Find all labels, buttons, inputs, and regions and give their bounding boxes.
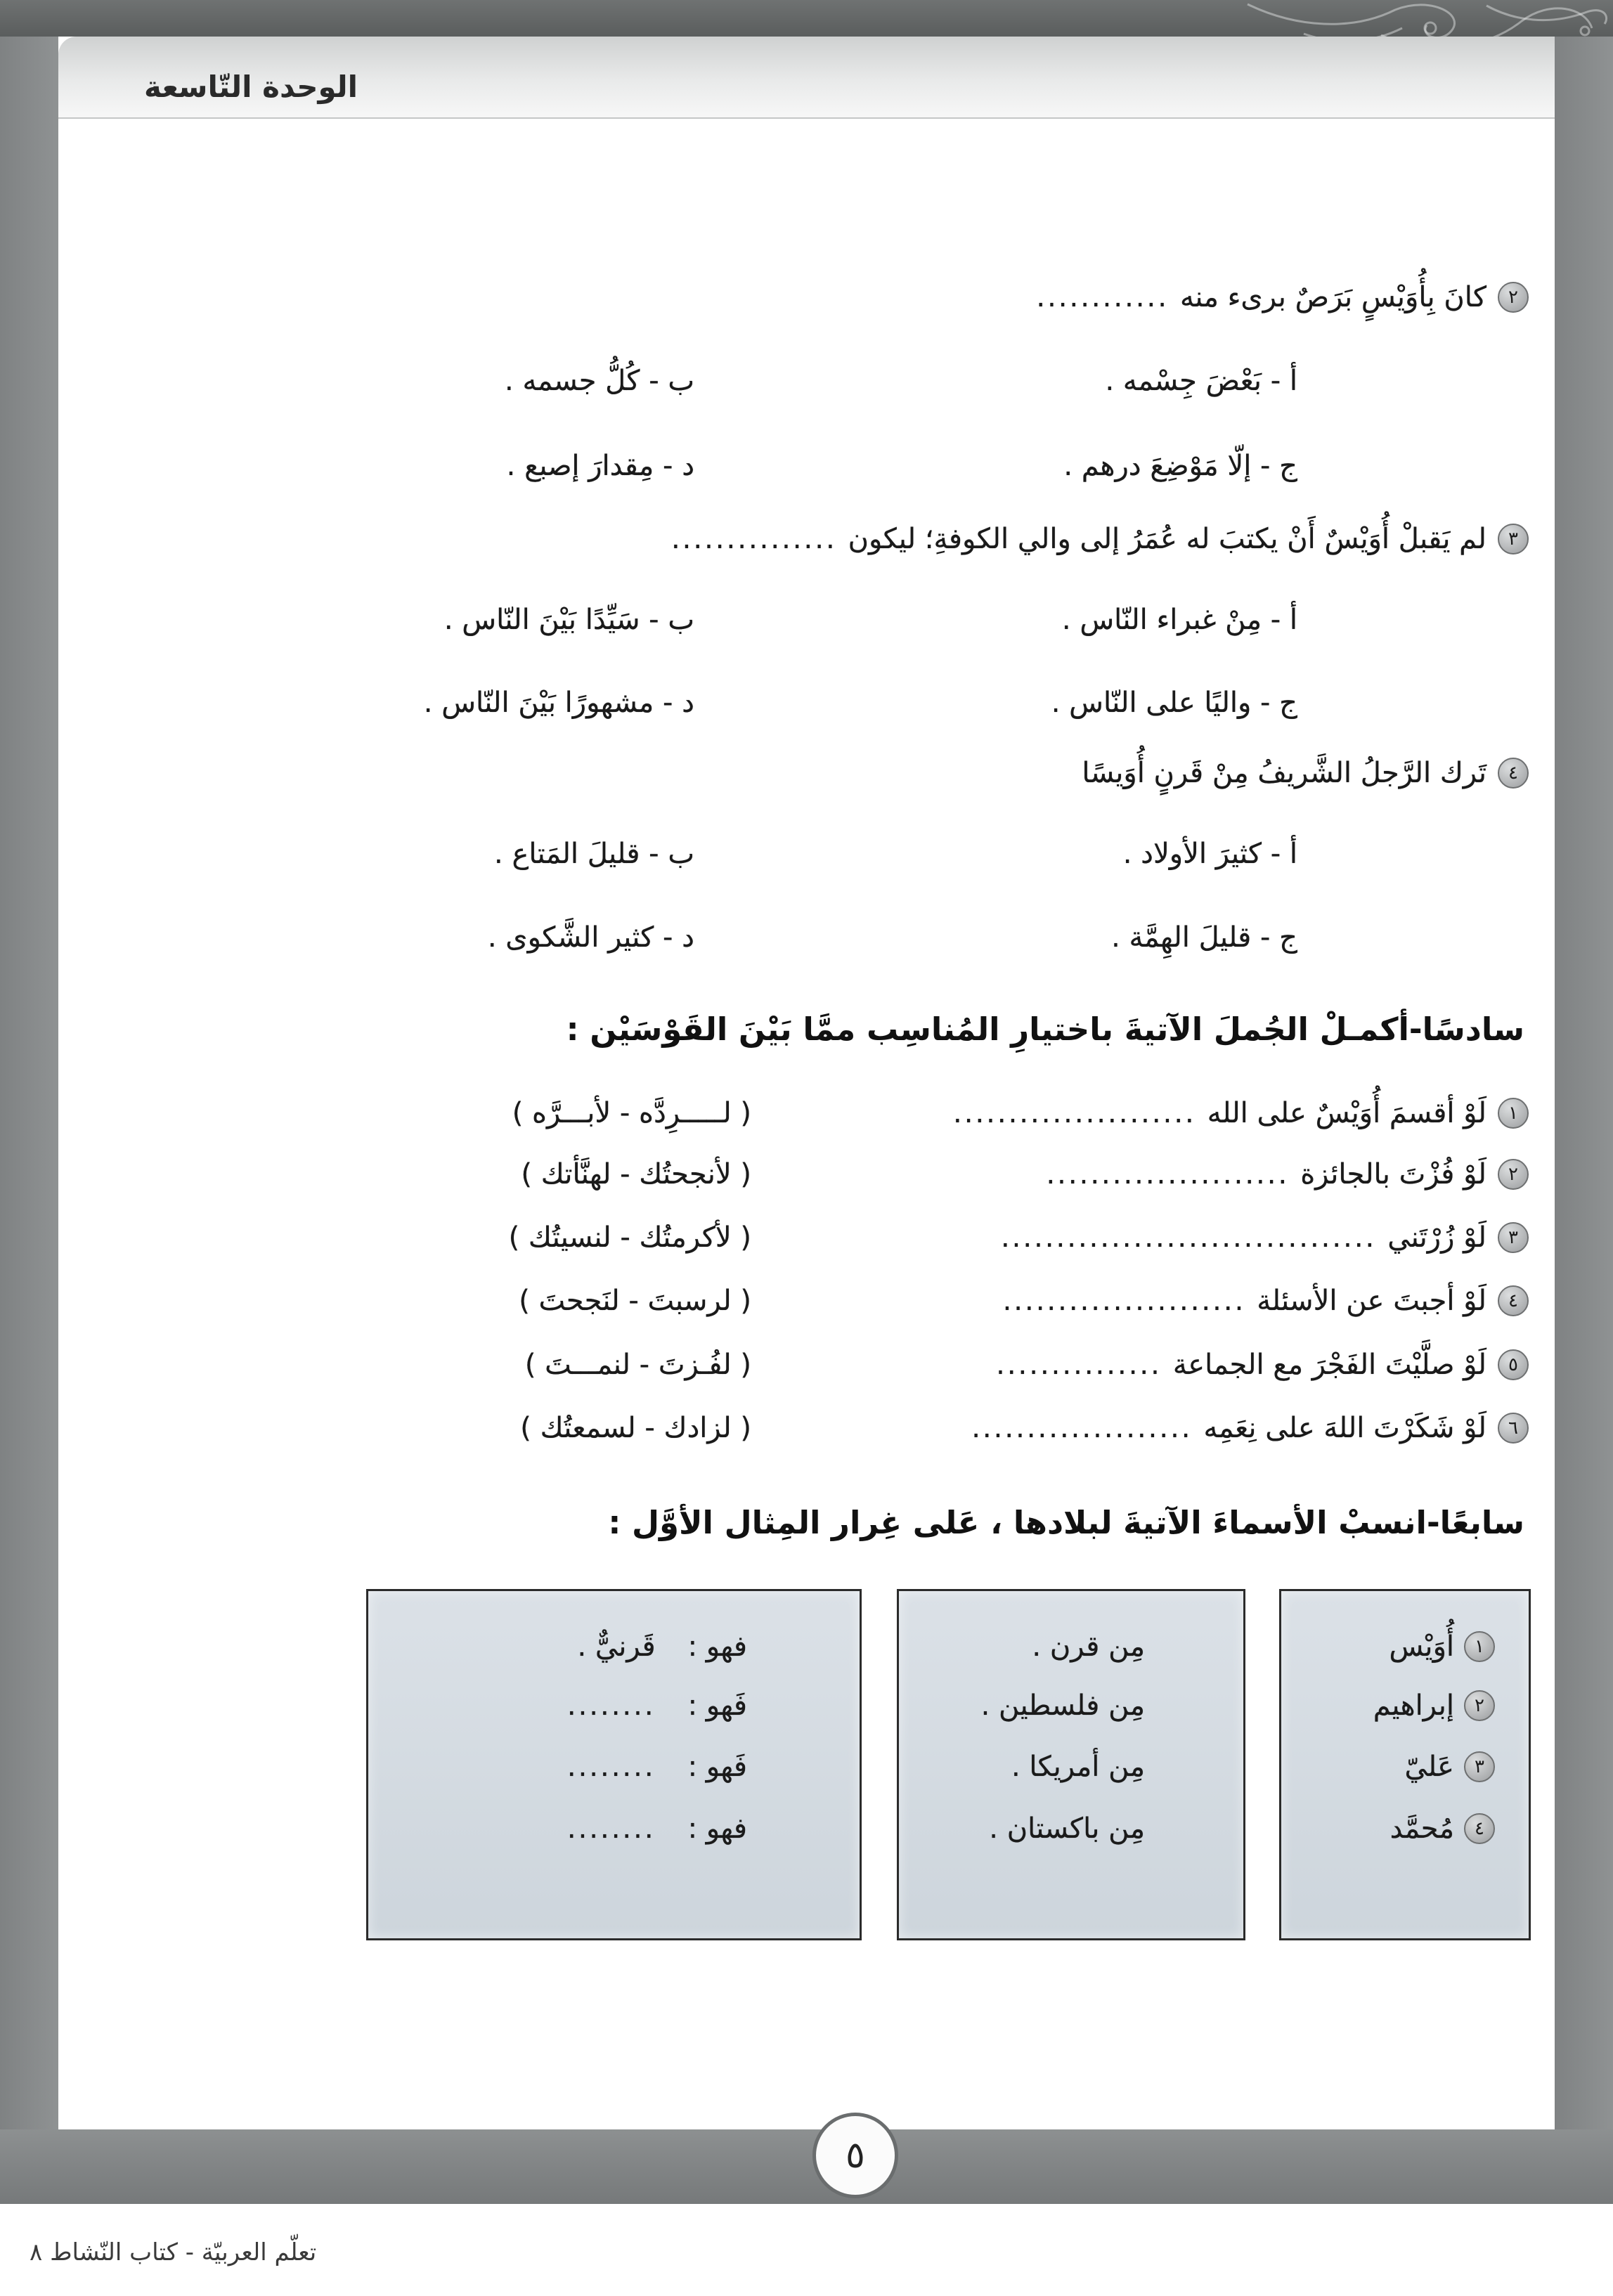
answer-blank: ............... xyxy=(996,1349,1162,1381)
answer-blank: .................... xyxy=(971,1412,1193,1444)
name-row xyxy=(1373,1687,1495,1725)
item-choices: ( لزادك - لسمعتُك ) xyxy=(520,1412,751,1444)
answer-blank: ...................... xyxy=(1046,1158,1290,1191)
item-prompt: لَوْ زُرْتَني xyxy=(1387,1221,1486,1254)
answer-row xyxy=(567,1687,747,1725)
answer-label: فهو : xyxy=(687,1630,747,1663)
answer-row xyxy=(567,1748,747,1786)
book-title-footer: تعلّم العربيّة - كتاب النّشاط ٨ xyxy=(30,2238,317,2266)
answer-blank: .................................. xyxy=(1000,1221,1377,1254)
option-d: د - مشهورًا بَيْنَ النّاس . xyxy=(423,687,694,719)
answer-blank: ........ xyxy=(566,1812,656,1845)
option-a: أ - مِنْ غبراء النّاس . xyxy=(1061,604,1297,636)
option-d: د - مِقدارَ إصبع . xyxy=(506,450,694,482)
option-b: ب - قليلَ المَتاع . xyxy=(494,838,694,870)
answers-box xyxy=(366,1589,862,1940)
item-choices: ( لأكرمتُك - لنسيتُك ) xyxy=(508,1221,751,1254)
person-name: أُوَيْس xyxy=(1389,1630,1454,1663)
answer-blank: ............... xyxy=(671,523,837,555)
answer-blank: ............ xyxy=(1036,281,1169,313)
question-text: كانَ بِأُوَيْسٍ بَرَصٌ برىء منه xyxy=(1179,281,1486,313)
item-number-badge: ٤ xyxy=(1498,1285,1529,1316)
option-a: أ - كثيرَ الأولاد . xyxy=(1122,838,1297,870)
item-choices: ( لرسبتَ - لنَجحتَ ) xyxy=(519,1285,751,1317)
person-name: إبراهيم xyxy=(1373,1689,1454,1722)
item-number-badge: ١ xyxy=(1498,1098,1529,1129)
name-number-badge: ٤ xyxy=(1464,1813,1495,1844)
answer-blank: ...................... xyxy=(1002,1285,1246,1317)
origin-row: مِن باكستان . xyxy=(989,1812,1145,1845)
section-7-title: سابعًا-انسبْ الأسماءَ الآتيةَ لبلادها ، عَلى غِرار المِثال الأوَّل : xyxy=(608,1504,1524,1541)
question-text: تَرك الرَّجلُ الشَّريفُ مِنْ قَرنٍ أُوَيسًا xyxy=(1082,757,1486,789)
option-c: ج - إلّا مَوْضِعَ درهم . xyxy=(1063,450,1297,482)
question-4 xyxy=(1082,754,1529,792)
item-choices: ( لفُـزتَ - لنمـــتَ ) xyxy=(524,1349,751,1381)
origin-row: مِن قرن . xyxy=(1032,1630,1145,1663)
question-number-badge: ٢ xyxy=(1498,282,1529,313)
name-number-badge: ١ xyxy=(1464,1631,1495,1662)
question-text: لم يَقبلْ أُوَيْسٌ أَنْ يكتبَ له عُمَرُ إلى والي الكوفةِ؛ ليكون xyxy=(848,523,1486,555)
item-prompt: لَوْ أجبتَ عن الأسئلة xyxy=(1257,1285,1486,1317)
item-number-badge: ٢ xyxy=(1498,1159,1529,1190)
page-number: ٥ xyxy=(812,2113,898,2198)
item-number-badge: ٥ xyxy=(1498,1349,1529,1380)
question-2 xyxy=(1036,278,1529,316)
origins-box xyxy=(897,1589,1245,1940)
item-prompt: لَوْ أقسمَ أُوَيْسٌ على الله xyxy=(1207,1097,1486,1129)
option-d: د - كثير الشَّكوى . xyxy=(487,921,694,954)
item-prompt: لَوْ شَكَرْتَ اللهَ على نِعَمِه xyxy=(1203,1412,1486,1444)
person-name: مُحمَّد xyxy=(1389,1812,1454,1845)
answer-label: فهو : xyxy=(687,1812,747,1845)
names-box xyxy=(1279,1589,1531,1940)
completion-item xyxy=(996,1346,1529,1384)
option-c: ج - واليًا على النّاس . xyxy=(1051,687,1297,719)
answer-blank: ...................... xyxy=(953,1097,1196,1129)
bottom-frame-band xyxy=(0,2129,1613,2204)
option-c: ج - قليلَ الهِمَّة . xyxy=(1111,921,1297,954)
unit-title: الوحدة التّاسعة xyxy=(144,70,358,104)
question-number-badge: ٣ xyxy=(1498,524,1529,554)
name-number-badge: ٢ xyxy=(1464,1690,1495,1721)
name-row xyxy=(1390,1810,1495,1848)
item-choices: ( لـــــرِدَّه - لأبـــرَّه ) xyxy=(512,1097,751,1129)
answer-row xyxy=(577,1628,747,1666)
answer-label: فَهو : xyxy=(687,1751,747,1783)
answer-row xyxy=(567,1810,747,1848)
item-prompt: لَوْ فُزْتَ بالجائزة xyxy=(1300,1158,1486,1191)
answer-label: فَهو : xyxy=(687,1689,747,1722)
name-number-badge: ٣ xyxy=(1464,1751,1495,1782)
answer-value: قَرنيٌّ . xyxy=(577,1630,656,1663)
question-number-badge: ٤ xyxy=(1498,758,1529,789)
item-prompt: لَوْ صلَّيْتَ الفَجْرَ مع الجماعة xyxy=(1172,1349,1486,1381)
name-row xyxy=(1405,1748,1495,1786)
completion-item xyxy=(971,1409,1529,1447)
origin-row: مِن فلسطين . xyxy=(980,1689,1145,1722)
section-6-title: سادسًا-أكمـلْ الجُملَ الآتيةَ باختيارِ المُناسِب ممَّا بَيْنَ القَوْسَيْن : xyxy=(566,1011,1524,1048)
option-b: ب - كُلُّ جسمه . xyxy=(505,365,694,397)
right-frame-band xyxy=(1555,37,1613,2129)
question-3 xyxy=(671,520,1529,558)
option-b: ب - سَيِّدًا بَيْنَ النّاس . xyxy=(443,604,694,636)
item-number-badge: ٦ xyxy=(1498,1413,1529,1444)
option-a: أ - بَعْضَ جِسْمه . xyxy=(1105,365,1297,397)
origin-row: مِن أمريكا . xyxy=(1011,1751,1145,1783)
item-choices: ( لأنجحتُك - لهنَّأتك ) xyxy=(521,1158,751,1191)
completion-item xyxy=(1046,1155,1529,1193)
left-frame-band xyxy=(0,37,58,2129)
answer-blank: ........ xyxy=(566,1751,656,1783)
completion-item xyxy=(1003,1282,1529,1320)
name-row xyxy=(1389,1628,1495,1666)
completion-item xyxy=(953,1094,1529,1132)
item-number-badge: ٣ xyxy=(1498,1222,1529,1253)
answer-blank: ........ xyxy=(566,1689,656,1722)
completion-item xyxy=(1001,1219,1529,1257)
person-name: عَليّ xyxy=(1404,1751,1454,1783)
